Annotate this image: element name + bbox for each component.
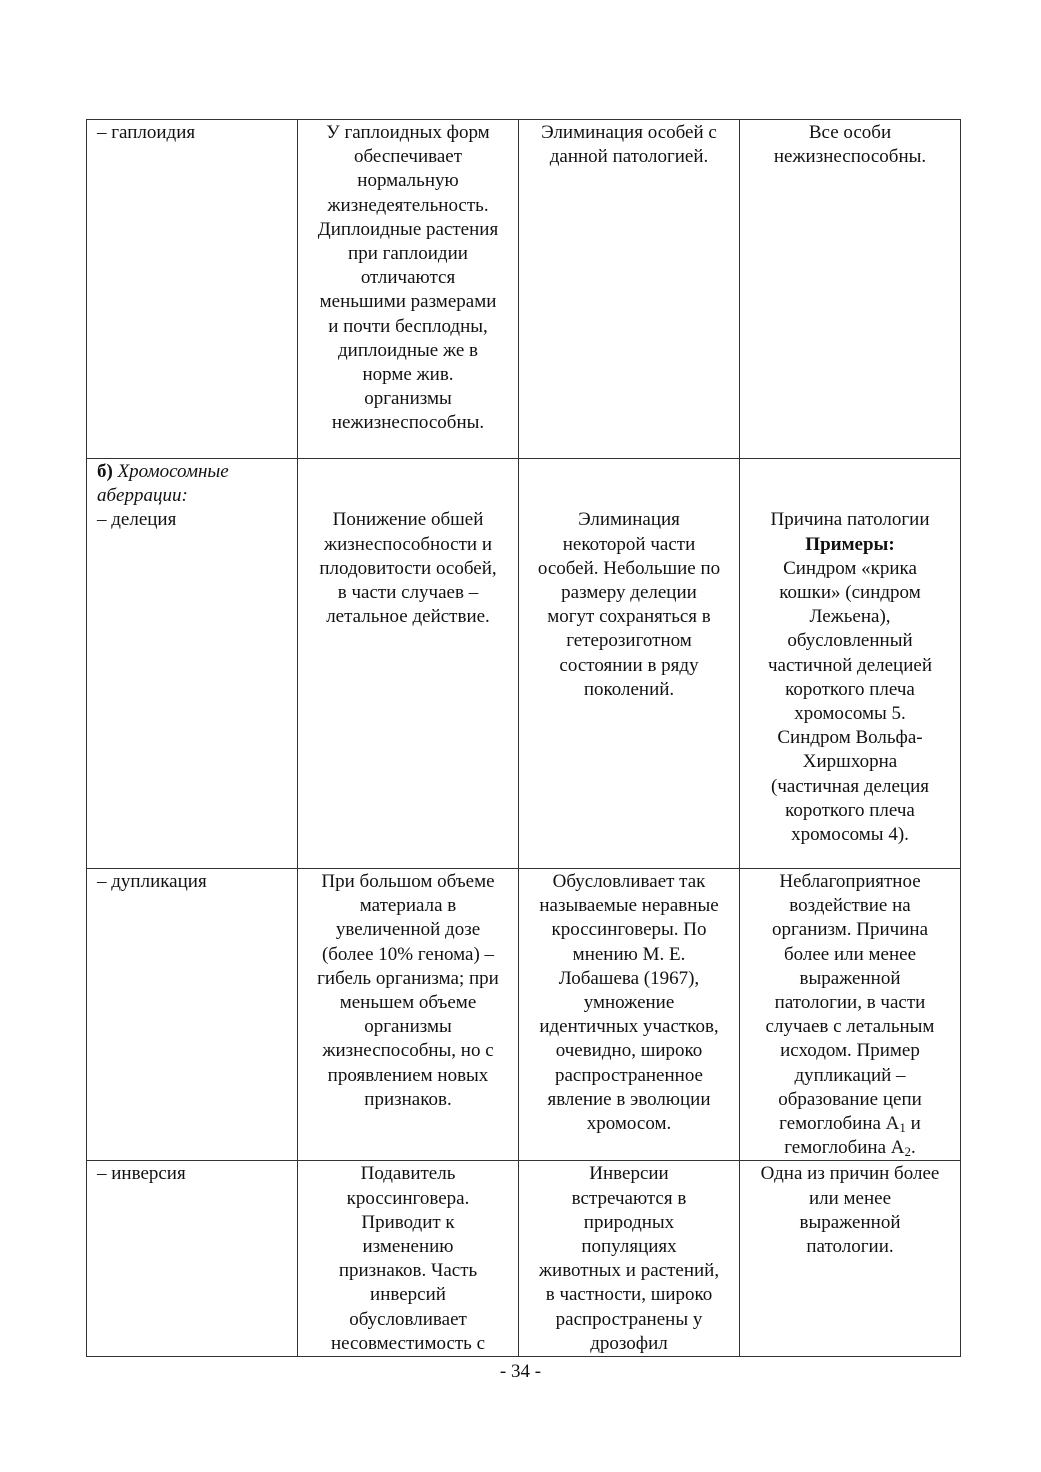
cell-evolution — [519, 869, 740, 1161]
cell-line: воздействие на — [789, 895, 911, 917]
cell-line: гибель организма; при — [317, 967, 499, 989]
examples-heading: Примеры: — [805, 533, 895, 555]
cell-line: У гаплоидных форм — [326, 122, 490, 143]
cell-line: организмы — [364, 1016, 452, 1038]
cell-line: называемые неравные — [539, 895, 719, 917]
spacer — [527, 484, 731, 508]
cell-line: хромосомы 5. — [794, 703, 906, 724]
mutation-table — [86, 119, 961, 1357]
cell-type — [87, 120, 298, 459]
cell-line: Одна из причин более — [760, 1163, 940, 1185]
cell-line: (частичная делеция — [771, 775, 929, 797]
cell-line: кошки» (синдром — [779, 581, 921, 603]
cell-line: кроссинговеры. По — [551, 919, 707, 941]
cell-line: организм. Причина — [771, 919, 929, 941]
cell-type — [87, 1161, 298, 1357]
table-row-haploidy — [87, 120, 961, 459]
cell-line: – делеция — [97, 509, 177, 531]
cell-line: проявлением новых — [327, 1064, 489, 1086]
hemoglobin-a2-line — [748, 1136, 952, 1160]
cell-line: Понижение обшей — [332, 509, 484, 531]
cell-type — [87, 459, 298, 869]
cell-line: размеру делеции — [561, 581, 697, 603]
cell-line: Элиминация особей с — [541, 122, 717, 143]
spacer — [748, 460, 952, 484]
cell-effect — [298, 459, 519, 869]
cell-line: мнению М. Е. — [572, 943, 686, 965]
hemoglobin-text: гемоглобина А — [779, 1113, 900, 1135]
cell-line: в части случаев – — [337, 581, 479, 603]
subscript: 1 — [899, 1120, 906, 1136]
cell-line: плодовитости особей, — [319, 557, 497, 579]
cell-line: исходом. Пример — [780, 1040, 920, 1062]
cell-line: при гаплоидии — [348, 243, 468, 265]
cell-human — [740, 1161, 961, 1357]
cell-line: Лежьена), — [809, 606, 891, 628]
cell-line: или менее — [808, 1187, 892, 1209]
cell-effect — [298, 1161, 519, 1357]
cell-line: патологии, в части — [774, 992, 926, 1014]
cell-line: Неблагоприятное — [779, 871, 921, 892]
table-row-inversion — [87, 1161, 961, 1357]
cell-line: – гаплоидия — [97, 122, 196, 143]
table-row-deletion — [87, 459, 961, 869]
cell-line: поколений. — [583, 678, 675, 700]
cell-type — [87, 869, 298, 1161]
cell-line: Диплоидные растения — [317, 218, 499, 240]
cell-line: нежизнеспособны. — [331, 412, 485, 434]
cell-line: инверсий — [370, 1284, 446, 1306]
hemoglobin-text: гемоглобина А — [784, 1137, 905, 1159]
cell-human — [740, 869, 961, 1161]
cell-line: – инверсия — [97, 1163, 186, 1185]
heading-label: б) — [97, 461, 113, 482]
cell-line: хромосомы 4). — [791, 824, 909, 846]
cell-line: некоторой части — [562, 533, 696, 555]
cell-line: явление в эволюции — [547, 1088, 711, 1110]
cell-line: нормальную — [357, 170, 459, 192]
cell-effect — [298, 120, 519, 459]
cell-line: материала в — [359, 895, 457, 917]
document-page — [86, 119, 960, 1357]
cell-line: и почти бесплодны, — [328, 315, 488, 337]
cell-line: Синдром «крика — [783, 557, 917, 579]
cell-line: увеличенной дозе — [335, 919, 481, 941]
cell-line: летальное действие. — [326, 606, 490, 628]
spacer — [306, 460, 510, 484]
cell-line: образование цепи — [778, 1088, 922, 1110]
cell-line: хромосом. — [586, 1113, 672, 1135]
cell-line: Все особи — [808, 122, 892, 143]
cell-line: в частности, широко — [545, 1284, 713, 1306]
cell-line: При большом объеме — [321, 871, 495, 892]
cell-line: очевидно, широко — [555, 1040, 703, 1062]
cell-line: Элиминация — [578, 509, 680, 531]
cell-line: изменению — [362, 1236, 454, 1258]
cell-line: распространенное — [554, 1064, 703, 1086]
cell-line: состоянии в ряду — [559, 654, 699, 676]
cell-line: признаков. — [364, 1088, 452, 1110]
cell-line: меньшими размерами — [319, 291, 497, 313]
cell-line: частичной делецией — [768, 654, 932, 676]
spacer — [306, 484, 510, 508]
heading-text: Хромосомные — [117, 461, 229, 482]
cell-line: выраженной — [799, 967, 901, 989]
cell-line: жизнеспособности и — [323, 533, 492, 555]
cell-human — [740, 120, 961, 459]
cell-line: Лобашева (1967), — [558, 967, 700, 989]
cell-line: случаев с летальным — [765, 1016, 935, 1038]
cell-line: выраженной — [799, 1211, 901, 1233]
cell-line: могут сохраняться в — [547, 606, 711, 628]
cell-line: признаков. Часть — [338, 1260, 478, 1282]
cell-line: нежизнеспособны. — [773, 146, 927, 168]
cell-line: более или менее — [783, 943, 917, 965]
cell-line: Подавитель — [360, 1163, 456, 1185]
cell-line: обусловливает — [349, 1308, 467, 1330]
cell-line: обеспечивает — [354, 146, 462, 168]
cell-evolution — [519, 1161, 740, 1357]
subscript: 2 — [904, 1144, 911, 1160]
cell-line: гетерозиготном — [566, 630, 692, 652]
cell-line: меньшем объеме — [339, 992, 477, 1014]
cell-line: дупликаций – — [794, 1064, 906, 1086]
hemoglobin-tail: . — [910, 1137, 916, 1159]
hemoglobin-a1-line — [748, 1112, 952, 1136]
section-heading — [97, 460, 289, 484]
cell-line: Синдром Вольфа- — [777, 727, 923, 749]
cell-line: популяциях — [581, 1236, 677, 1258]
cell-line: природных — [583, 1211, 675, 1233]
cell-line: жизнеспособны, но с — [322, 1040, 494, 1062]
page-number: - 34 - — [499, 1361, 542, 1382]
cell-line: животных и растений, — [538, 1260, 720, 1282]
cell-effect — [298, 869, 519, 1161]
cell-evolution — [519, 459, 740, 869]
hemoglobin-tail: и — [905, 1113, 921, 1135]
spacer — [748, 484, 952, 508]
cell-line: Инверсии — [589, 1163, 669, 1185]
cell-line: короткого плеча — [785, 678, 915, 700]
cell-line: обусловленный — [787, 630, 913, 652]
cell-line: умножение — [583, 992, 675, 1014]
cell-line: дрозофил — [590, 1332, 668, 1354]
cell-line: отличаются — [360, 267, 456, 289]
cell-line: – дупликация — [97, 871, 207, 892]
cell-line: (более 10% генома) – — [321, 943, 495, 965]
cell-line: патологии. — [806, 1236, 894, 1258]
cell-line: норме жив. — [362, 364, 454, 386]
cell-line: встречаются в — [571, 1187, 687, 1209]
cell-human — [740, 459, 961, 869]
cell-line: данной патологией. — [549, 146, 709, 168]
cell-evolution — [519, 120, 740, 459]
spacer — [527, 460, 731, 484]
cell-line: Причина патологии — [770, 509, 930, 531]
cell-line: Приводит к — [361, 1211, 455, 1233]
cell-line: распространены у — [555, 1308, 703, 1330]
cell-line: диплоидные же в — [338, 339, 478, 361]
cell-line: идентичных участков, — [539, 1016, 719, 1038]
cell-line: особей. Небольшие по — [537, 557, 721, 579]
table-row-duplication — [87, 869, 961, 1161]
cell-line: Хиршхорна — [802, 751, 898, 773]
cell-line: жизнедеятельность. — [327, 194, 489, 216]
cell-line: организмы — [364, 388, 452, 410]
cell-line: короткого плеча — [785, 799, 915, 821]
cell-line: кроссинговера. — [346, 1187, 470, 1209]
heading-text-2: аберрации: — [97, 485, 188, 507]
cell-line: Обусловливает так — [552, 871, 706, 892]
cell-line: несовместимость с — [330, 1332, 486, 1354]
